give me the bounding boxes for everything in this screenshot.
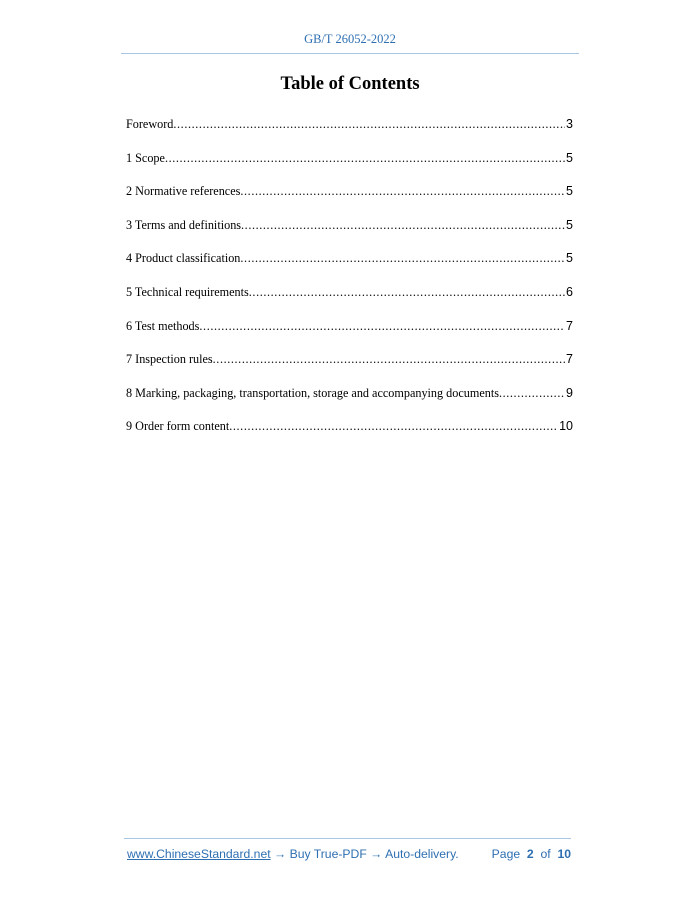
page-indicator [492,847,571,861]
page-title: Table of Contents [280,74,420,94]
toc-entry-test-methods[interactable] [126,310,573,344]
toc-dot-leader [499,377,565,411]
toc-page-number: 9 [566,385,573,400]
toc-entry-scope[interactable] [126,142,573,176]
toc-entry-technical-requirements[interactable] [126,276,573,310]
toc-entry-order-form-content[interactable] [126,410,573,444]
toc-dot-leader [199,310,565,344]
toc-entry-label: 3 Terms and definitions [126,217,242,232]
toc-page-number: 3 [566,117,573,131]
page-prefix-label: Page [491,847,521,861]
toc-entry-label: 9 Order form content [126,419,230,434]
toc-dot-leader [241,209,565,243]
toc-entry-terms-and-definitions[interactable] [126,209,573,243]
toc-page-number: 5 [566,150,573,165]
document-code-header: GB/T 26052-2022 [304,32,396,46]
toc-dot-leader [240,242,565,276]
toc-dot-leader [173,108,565,142]
toc-entry-label: 2 Normative references [126,184,241,199]
toc-dot-leader [249,276,565,310]
toc-entry-product-classification[interactable] [126,242,573,276]
website-link[interactable]: www.ChineseStandard.net [127,847,271,861]
toc-entry-marking-packaging[interactable] [126,377,573,411]
toc-dot-leader [213,343,565,377]
toc-entry-inspection-rules[interactable] [126,343,573,377]
toc-dot-leader [240,175,565,209]
toc-dot-leader [165,142,565,176]
toc-entry-normative-references[interactable] [126,175,573,209]
toc-page-number: 10 [559,419,573,434]
toc-dot-leader [229,410,558,444]
toc-page-number: 6 [566,284,573,299]
footer-tagline: → Buy True-PDF → Auto-delivery. [270,847,459,861]
page-of-label: of [540,847,551,861]
footer-divider [124,838,571,839]
toc-entry-label: 8 Marking, packaging, transportation, storage and accompanying documents [126,385,499,400]
table-of-contents [126,108,573,444]
toc-entry-label: 5 Technical requirements [126,284,249,299]
toc-entry-label: 1 Scope [126,150,165,165]
toc-page-number: 5 [566,251,573,266]
toc-entry-label: 6 Test methods [126,318,200,333]
toc-entry-label: 4 Product classification [126,251,241,266]
page-footer [127,847,571,863]
current-page-number: 2 [526,847,534,861]
header-divider [121,53,579,54]
toc-page-number: 7 [566,318,573,333]
toc-entry-foreword[interactable] [126,108,573,142]
total-pages-number: 10 [557,847,571,861]
toc-page-number: 5 [566,217,573,232]
toc-page-number: 5 [566,184,573,199]
toc-entry-label: 7 Inspection rules [126,352,213,367]
toc-entry-label: Foreword [126,117,174,131]
toc-page-number: 7 [566,352,573,367]
